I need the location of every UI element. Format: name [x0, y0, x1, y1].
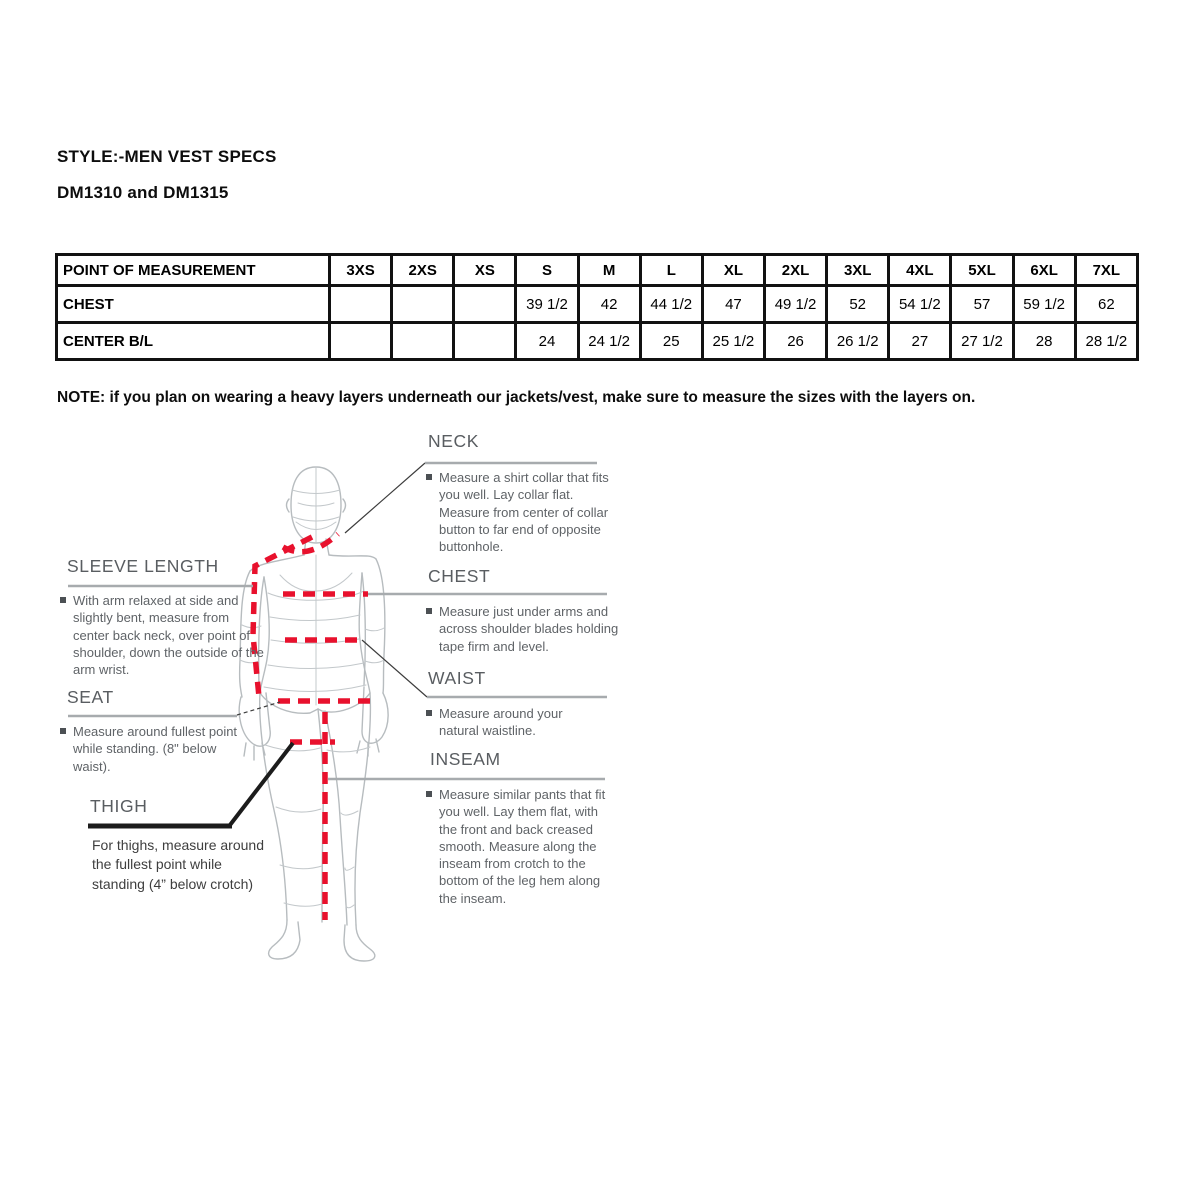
bullet-icon: [426, 791, 432, 797]
value-cell: 52: [827, 286, 889, 323]
value-cell: [454, 323, 516, 360]
value-cell: [330, 286, 392, 323]
table-header-cell: POINT OF MEASUREMENT: [57, 255, 330, 286]
bullet-icon: [426, 608, 432, 614]
value-cell: 57: [951, 286, 1013, 323]
inseam-label: INSEAM: [430, 749, 501, 769]
value-cell: 24 1/2: [578, 323, 640, 360]
chest-description: Measure just under arms and across shoulder blades holding tape firm and level.: [426, 603, 621, 655]
table-header-cell: S: [516, 255, 578, 286]
style-title: STYLE:-MEN VEST SPECS: [57, 147, 277, 166]
waist-description: Measure around your natural waistline.: [426, 705, 596, 740]
seat-label: SEAT: [67, 687, 114, 707]
table-header-cell: 4XL: [889, 255, 951, 286]
value-cell: 44 1/2: [640, 286, 702, 323]
value-cell: 54 1/2: [889, 286, 951, 323]
table-header-cell: L: [640, 255, 702, 286]
thigh-label: THIGH: [90, 796, 148, 816]
waist-label: WAIST: [428, 668, 486, 688]
value-cell: 39 1/2: [516, 286, 578, 323]
table-header-cell: 5XL: [951, 255, 1013, 286]
table-row: [57, 323, 1138, 360]
row-label-cell: CENTER B/L: [57, 323, 330, 360]
value-cell: 27: [889, 323, 951, 360]
value-cell: 28 1/2: [1075, 323, 1137, 360]
value-cell: [454, 286, 516, 323]
bullet-icon: [426, 710, 432, 716]
seat-description: Measure around fullest point while standing. (8" below waist).: [60, 723, 240, 775]
size-table: [55, 253, 1139, 361]
value-cell: 25 1/2: [702, 323, 764, 360]
bullet-icon: [60, 597, 66, 603]
row-label-cell: CHEST: [57, 286, 330, 323]
value-cell: [392, 323, 454, 360]
inseam-description: Measure similar pants that fit you well. Lay them flat, with the front and back creased smooth. Measure along the inseam from crotch to the bottom of the leg hem along the inseam.: [426, 786, 614, 907]
bullet-icon: [426, 474, 432, 480]
table-header-cell: 3XS: [330, 255, 392, 286]
thigh-description: For thighs, measure around the fullest point while standing (4” below crotch): [92, 837, 264, 892]
table-header-cell: 2XS: [392, 255, 454, 286]
neck-label: NECK: [428, 431, 480, 451]
table-header-cell: 2XL: [764, 255, 826, 286]
table-header-cell: 7XL: [1075, 255, 1137, 286]
value-cell: 24: [516, 323, 578, 360]
note-text: NOTE: if you plan on wearing a heavy layers underneath our jackets/vest, make sure to measure the sizes with the layers on.: [57, 389, 976, 406]
value-cell: 26 1/2: [827, 323, 889, 360]
value-cell: [392, 286, 454, 323]
value-cell: 62: [1075, 286, 1137, 323]
table-header-cell: M: [578, 255, 640, 286]
sleeve-length-description: With arm relaxed at side and slightly bent, measure from center back neck, over point of shoulder, down the outside of the arm wrist.: [60, 592, 268, 678]
model-numbers: DM1310 and DM1315: [57, 183, 229, 202]
value-cell: 26: [764, 323, 826, 360]
value-cell: 42: [578, 286, 640, 323]
value-cell: 47: [702, 286, 764, 323]
value-cell: 59 1/2: [1013, 286, 1075, 323]
neck-description: Measure a shirt collar that fits you well. Lay collar flat. Measure from center of collar button to far end of opposite buttonhole.: [426, 469, 611, 555]
table-header-cell: 3XL: [827, 255, 889, 286]
value-cell: 49 1/2: [764, 286, 826, 323]
table-header-cell: XS: [454, 255, 516, 286]
table-header-row: [57, 255, 1138, 286]
chest-label: CHEST: [428, 566, 491, 586]
value-cell: 25: [640, 323, 702, 360]
value-cell: [330, 323, 392, 360]
table-row: [57, 286, 1138, 323]
value-cell: 27 1/2: [951, 323, 1013, 360]
table-header-cell: 6XL: [1013, 255, 1075, 286]
table-header-cell: XL: [702, 255, 764, 286]
value-cell: 28: [1013, 323, 1075, 360]
sleeve-length-label: SLEEVE LENGTH: [67, 556, 219, 576]
bullet-icon: [60, 728, 66, 734]
